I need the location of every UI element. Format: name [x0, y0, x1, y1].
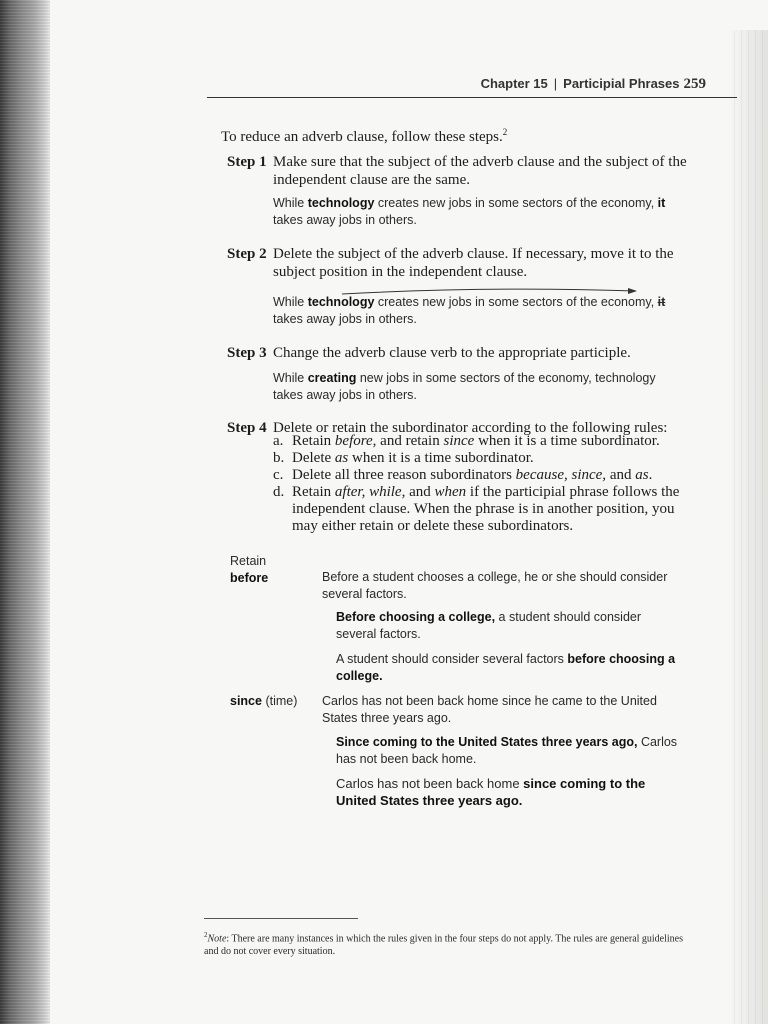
footnote-rule [204, 918, 358, 919]
scan-page-edge [728, 30, 768, 1024]
rule-item: b. Delete as when it is a time subordinator. [273, 450, 534, 466]
step-text: Make sure that the subject of the adverb clause and the subject of the independent clause are the same. [273, 154, 687, 188]
example-sentence: Before a student chooses a college, he or she should consider several factors. [322, 570, 668, 601]
step-label: Step 4 [227, 420, 267, 436]
running-head-separator: | [553, 76, 558, 91]
scan-spine-shadow [0, 0, 50, 1024]
step-text: Delete the subject of the adverb clause. If necessary, move it to the subject position in the independent clause. [273, 246, 674, 280]
reduced-example: Carlos has not been back home since coming to the United States three years ago. [336, 776, 646, 808]
chapter-title: Participial Phrases [563, 76, 680, 91]
header-rule [207, 97, 737, 98]
step-2 [227, 245, 687, 281]
example-sentence: Carlos has not been back home since he came to the United States three years ago. [322, 694, 657, 725]
footnote-ref: 2 [502, 127, 508, 137]
chapter-label: Chapter 15 [480, 76, 548, 91]
step-label: Step 3 [227, 345, 267, 361]
step-1-example: While technology creates new jobs in some sectors of the economy, it takes away jobs in others. [273, 196, 666, 227]
intro-sentence: To reduce an adverb clause, follow these steps.$^2$ [221, 127, 508, 145]
footnote: $^2$Note: There are many instances in which the rules given in the four steps do not apply. The rules are general guidelines and do not cover every situation. [204, 931, 684, 958]
reduced-example: Since coming to the United States three years ago, Carlos has not been back home. [336, 735, 678, 766]
rule-item: c. Delete all three reason subordinators because, since, and as. [273, 467, 653, 483]
step-2-example: While technology creates new jobs in some sectors of the economy, it takes away jobs in others. [273, 295, 666, 326]
step-label: Step 1 [227, 154, 267, 170]
deleted-subject: it [657, 295, 666, 309]
subordinator-rules [273, 433, 693, 535]
reduced-example: Before choosing a college, a student should consider several factors. [336, 610, 642, 641]
example-label-since: since (time) [230, 694, 298, 708]
page-number: 259 [683, 76, 706, 92]
reduced-example: A student should consider several factors before choosing a college. [336, 652, 676, 683]
example-label-before: Retain before [230, 554, 269, 585]
step-3-example: While creating new jobs in some sectors of the economy, technology takes away jobs in others. [273, 371, 656, 402]
step-label: Step 2 [227, 246, 267, 262]
step-text: Delete or retain the subordinator according to the following rules: [273, 420, 668, 436]
step-1 [227, 153, 687, 189]
running-head [481, 76, 706, 93]
step-text: Change the adverb clause verb to the appropriate participle. [273, 345, 631, 361]
rule-item: d. Retain after, while, and when if the participial phrase follows the independent clause. When the phrase is in another position, you may either retain or delete these subordinators. [273, 484, 680, 534]
rule-item: a. Retain before, and retain since when it is a time subordinator. [273, 433, 660, 449]
step-3 [227, 344, 687, 362]
